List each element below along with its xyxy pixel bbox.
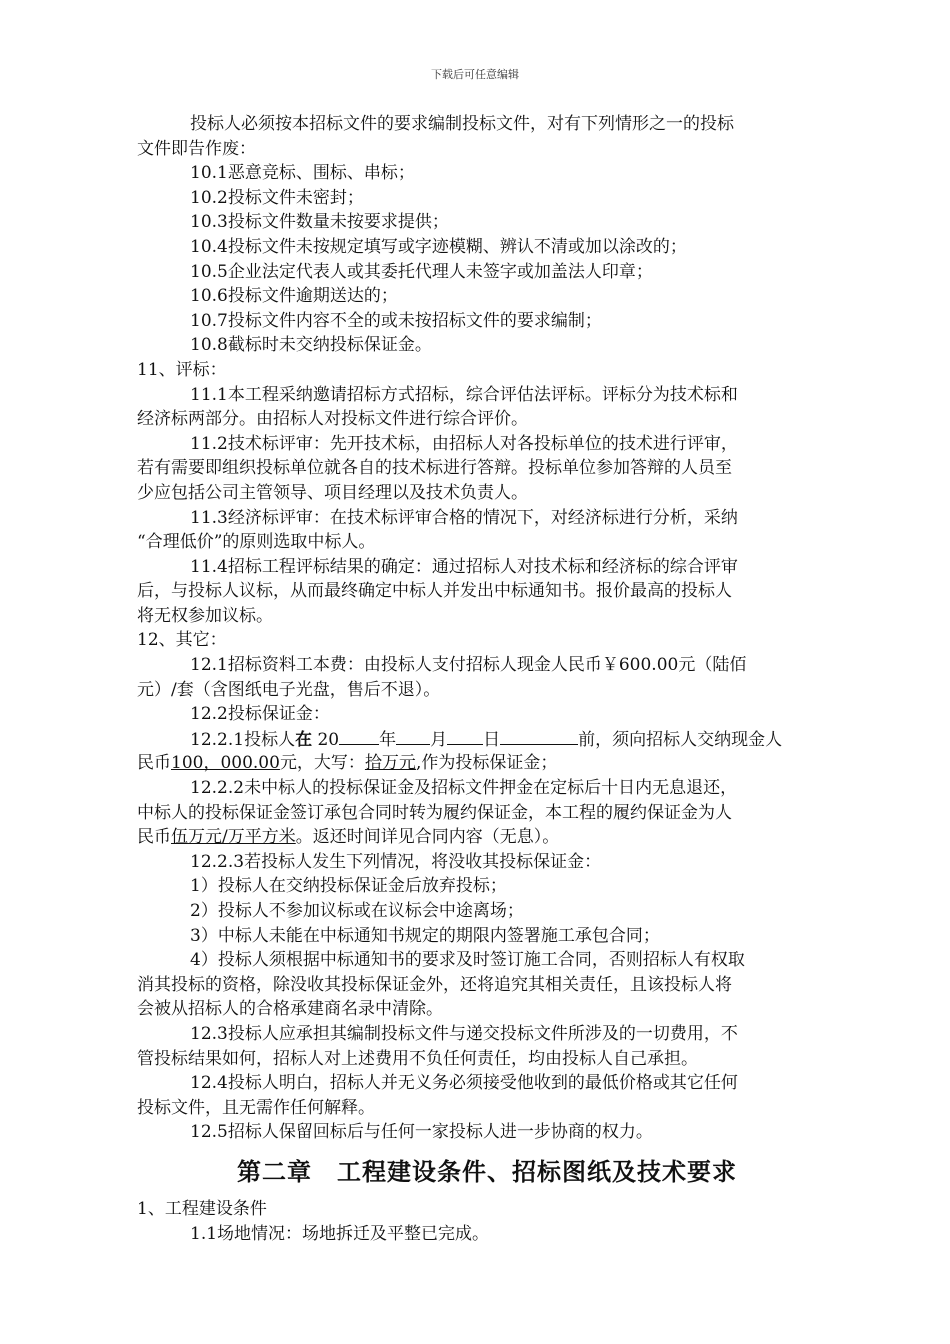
para-12-2-1-line [137, 751, 837, 776]
para-12-4-line: 投标文件，且无需作任何解释。 [137, 1097, 375, 1118]
para-11-1-line: 11.1本工程采纳邀请招标方式招标，综合评估法评标。评标分为技术标和 [190, 384, 738, 405]
para-11-1-line: 经济标两部分。由招标人对投标文件进行综合评价。 [137, 409, 528, 430]
para-12-2-3-heading: 12.2.3若投标人发生下列情况，将没收其投标保证金： [190, 851, 602, 872]
chapter-2-title: 第二章 工程建设条件、招标图纸及技术要求 [237, 1157, 737, 1186]
para-12-5-line: 12.5招标人保留回标后与任何一家投标人进一步协商的权力。 [190, 1122, 653, 1143]
para-12-2-heading: 12.2投标保证金： [190, 704, 330, 725]
invalid-item-10-8: 10.8截标时未交纳投标保证金。 [190, 335, 432, 356]
invalid-item-10-5: 10.5企业法定代表人或其委托代理人未签字或加盖法人印章； [190, 261, 653, 282]
para-11-3-line: “合理低价”的原则选取中标人。 [137, 532, 376, 553]
document-body [137, 112, 837, 1246]
intro-line-1: 投标人必须按本招标文件的要求编制投标文件，对有下列情形之一的投标 [190, 114, 734, 134]
year-prefix: 20 [317, 729, 340, 750]
invalid-item-10-7: 10.7投标文件内容不全的或未按招标文件的要求编制； [190, 310, 602, 331]
chapter-2-section-1-title: 1、工程建设条件 [137, 1198, 267, 1219]
para-12-3-line: 12.3投标人应承担其编制投标文件与递交投标文件所涉及的一切费用，不 [190, 1023, 738, 1044]
invalid-item-10-6: 10.6投标文件逾期送达的； [190, 286, 398, 307]
intro-line-2: 文件即告作废： [137, 138, 256, 159]
para-12-2-2-line [137, 825, 837, 850]
para-12-2-2-line: 中标人的投标保证金签订承包合同时转为履约保证金，本工程的履约保证金为人 [137, 802, 732, 823]
forfeit-item-4-line: 消其投标的资格，除没收其投标保证金外，还将追究其相关责任，且该投标人将 [137, 974, 732, 995]
deposit-amount-words: 拾万元 [364, 753, 416, 774]
chapter-2-para-1-1: 1.1场地情况：场地拆迁及平整已完成。 [190, 1223, 490, 1244]
para-11-2-line: 若有需要即组织投标单位就各自的技术标进行答辩。投标单位参加答辩的人员至 [137, 458, 732, 479]
section-12-title: 12、其它： [137, 630, 227, 651]
day-blank [447, 727, 483, 745]
day-label: 日 [483, 729, 501, 750]
text-run: 元，大写： [279, 753, 365, 774]
para-11-4-line: 将无权参加议标。 [137, 605, 273, 626]
invalid-item-10-3: 10.3投标文件数量未按要求提供； [190, 212, 449, 233]
para-12-3-line: 管投标结果如何，招标人对上述费用不负任何责任，均由投标人自己承担。 [137, 1048, 698, 1069]
text-run: 12.2.1投标人 [190, 729, 296, 750]
para-12-2-2-line: 12.2.2未中标人的投标保证金及招标文件押金在定标后十日内无息退还， [190, 778, 738, 799]
forfeit-item: 2）投标人不参加议标或在议标会中途离场； [190, 901, 524, 921]
para-12-1-line: 元）/套（含图纸电子光盘，售后不退）。 [137, 679, 441, 700]
forfeit-item: 3）中标人未能在中标通知书规定的期限内签署施工承包合同； [190, 925, 660, 946]
year-blank [339, 727, 379, 745]
para-12-1-line: 12.1招标资料工本费：由投标人支付招标人现金人民币￥600.00元（陆佰 [190, 655, 747, 676]
forfeit-item-4-line: 4）投标人须根据中标通知书的要求及时签订施工合同，否则招标人有权取 [190, 950, 745, 971]
para-11-2-line: 11.2技术标评审：先开技术标，由招标人对各投标单位的技术进行评审， [190, 433, 738, 454]
month-blank [396, 727, 430, 745]
year-label: 年 [379, 729, 397, 750]
deposit-amount: 100，000.00 [171, 753, 280, 774]
performance-bond-rate: 伍万元/万平方米 [171, 827, 296, 848]
text-run: 前，须向招标人交纳现金人 [578, 729, 783, 750]
month-label: 月 [430, 729, 448, 750]
para-11-2-line: 少应包括公司主管领导、项目经理以及技术负责人。 [137, 482, 528, 503]
text-run: ,作为投标保证金； [415, 753, 558, 774]
time-blank [500, 727, 578, 745]
para-11-3-line: 11.3经济标评审：在技术标评审合格的情况下，对经济标进行分析，采纳 [190, 507, 738, 528]
text-run-bold: 在 [295, 729, 313, 750]
para-11-4-line: 11.4招标工程评标结果的确定：通过招标人对技术标和经济标的综合评审 [190, 556, 738, 577]
invalid-item-10-4: 10.4投标文件未按规定填写或字迹模糊、辨认不清或加以涂改的； [190, 236, 687, 257]
text-run: 民币 [137, 753, 171, 774]
para-11-4-line: 后，与投标人议标，从而最终确定中标人并发出中标通知书。报价最高的投标人 [137, 581, 732, 602]
forfeit-item-4-line: 会被从招标人的合格承建商名录中清除。 [137, 999, 443, 1020]
forfeit-item: 1）投标人在交纳投标保证金后放弃投标； [190, 876, 507, 897]
para-12-2-1-line [137, 727, 837, 752]
text-run: 。返还时间详见合同内容（无息）。 [295, 827, 560, 848]
page-header-note: 下载后可任意编辑 [431, 68, 519, 81]
invalid-item-10-2: 10.2投标文件未密封； [190, 187, 364, 208]
text-run: 民币 [137, 827, 171, 848]
invalid-item-10-1: 10.1恶意竞标、围标、串标； [190, 163, 415, 184]
section-11-title: 11、评标： [137, 359, 227, 380]
para-12-4-line: 12.4投标人明白，招标人并无义务必须接受他收到的最低价格或其它任何 [190, 1073, 738, 1094]
